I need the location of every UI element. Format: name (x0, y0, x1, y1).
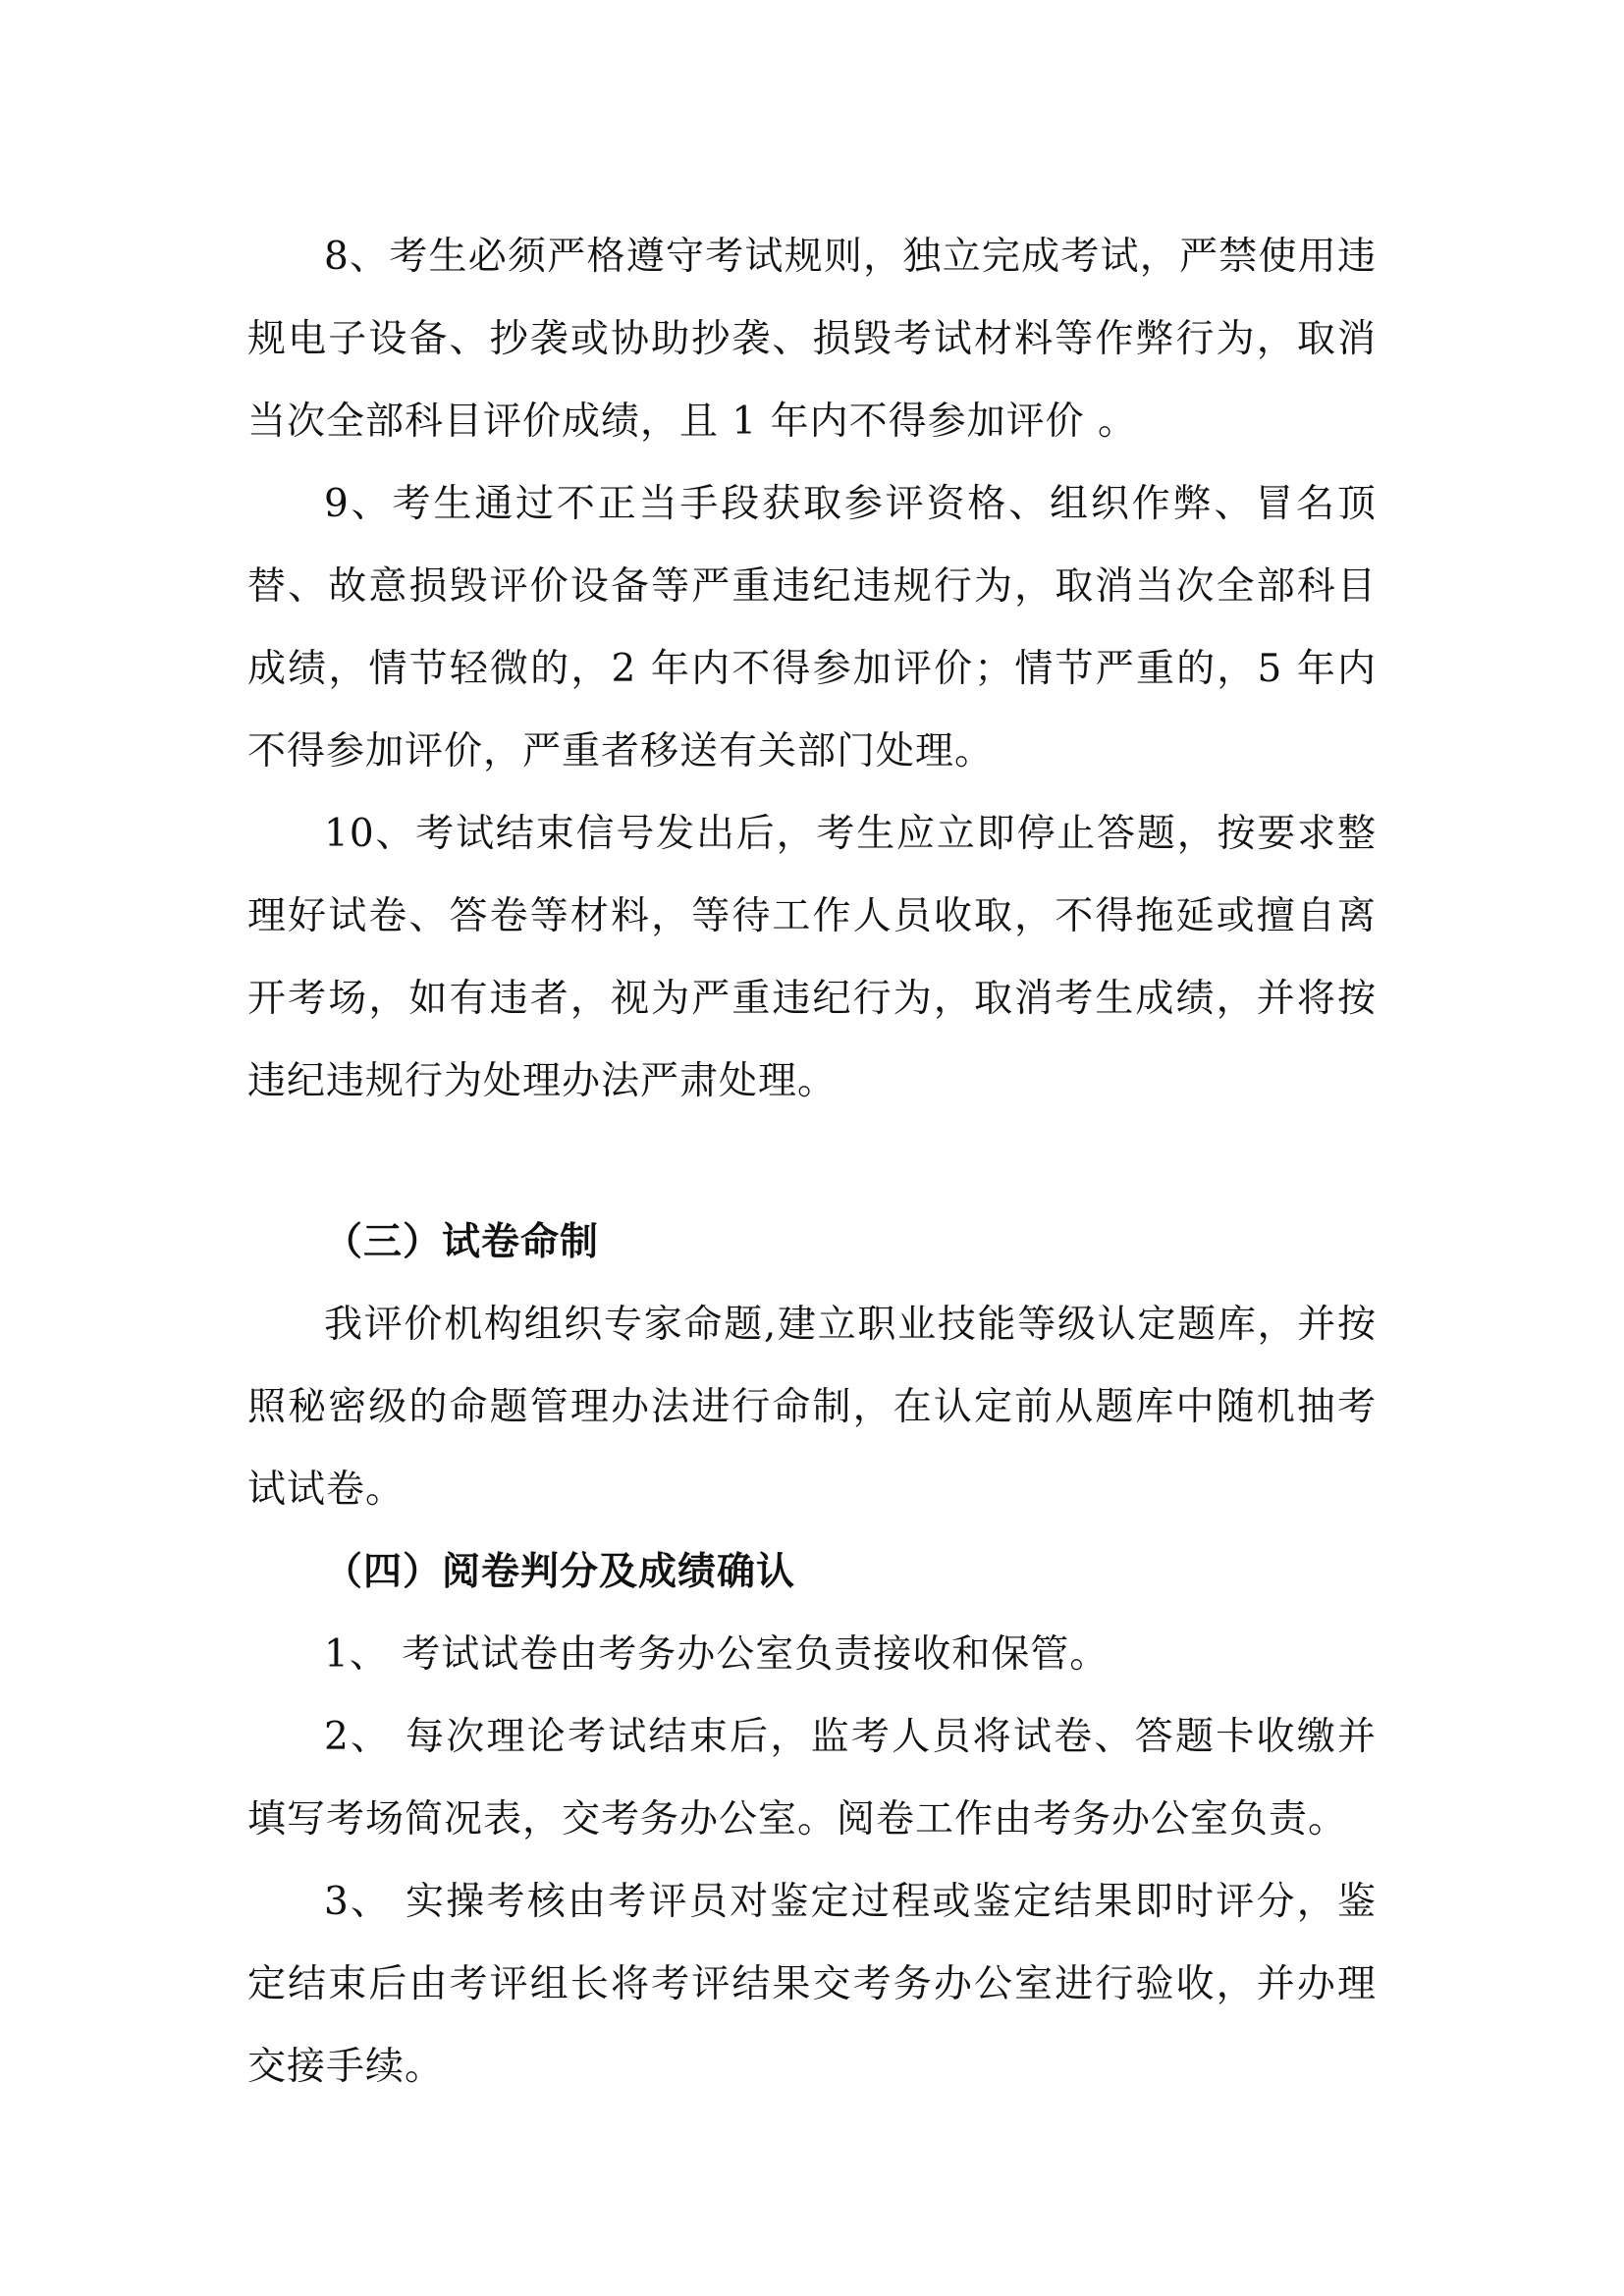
grading-item-1: 1、 考试试卷由考务办公室负责接收和保管。 (324, 1632, 1110, 1677)
rule-item-9: 9、考生通过不正当手段获取参评资格、组织作弊、冒名顶替、故意损毁评价设备等严重违纪违规行为，取消当次全部科目成绩，情节轻微的，2 年内不得参加评价；情节严重的，5 年内不得参加评价，严重者移送有关部门处理。 (247, 482, 1377, 774)
rule-item-10: 10、考试结束信号发出后，考生应立即停止答题，按要求整理好试卷、答卷等材料，等待工作人员收取，不得拖延或擅自离开考场，如有违者，视为严重违纪行为，取消考生成绩，并将按违纪违规行为处理办法严肃处理。 (247, 812, 1377, 1103)
section-heading-grading: （四）阅卷判分及成绩确认 (324, 1550, 796, 1594)
document-body (247, 216, 1377, 2109)
section-heading-paper-setting: （三）试卷命制 (324, 1220, 600, 1264)
section-spacer (247, 1123, 1377, 1201)
rule-item-8: 8、考生必须严格遵守考试规则，独立完成考试，严禁使用违规电子设备、抄袭或协助抄袭、损毁考试材料等作弊行为，取消当次全部科目评价成绩，且 1 年内不得参加评价 。 (247, 235, 1377, 444)
paper-setting-body: 我评价机构组织专家命题,建立职业技能等级认定题库，并按照秘密级的命题管理办法进行命制，在认定前从题库中随机抽考试试卷。 (247, 1303, 1377, 1512)
grading-item-3: 3、 实操考核由考评员对鉴定过程或鉴定结果即时评分，鉴定结束后由考评组长将考评结果交考务办公室进行验收，并办理交接手续。 (247, 1880, 1377, 2089)
grading-item-2: 2、 每次理论考试结束后，监考人员将试卷、答题卡收缴并填写考场简况表，交考务办公室。阅卷工作由考务办公室负责。 (247, 1715, 1377, 1842)
